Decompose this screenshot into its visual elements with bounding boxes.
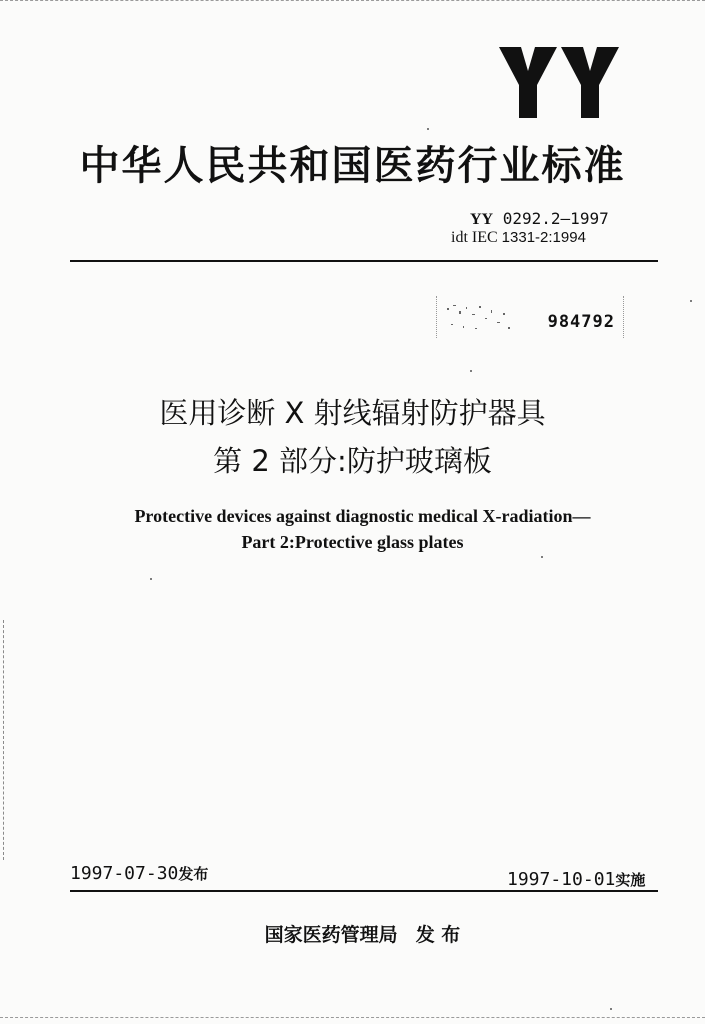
scan-speck	[150, 578, 152, 580]
document-title-cn-line1: 医用诊断 X 射线辐射防护器具	[159, 396, 546, 430]
scan-speck	[690, 300, 692, 302]
idt-ref-number: 1331-2:1994	[501, 229, 586, 246]
standard-number-prefix: YY	[470, 211, 494, 228]
standard-number-value: 0292.2—1997	[502, 209, 609, 228]
document-title-cn-line2: 第 2 部分:防护玻璃板	[213, 444, 492, 478]
document-title-en-line2: Part 2:Protective glass plates	[241, 532, 464, 552]
issuer	[0, 922, 705, 948]
footer-rule	[70, 890, 658, 892]
idt-reference	[451, 229, 586, 247]
stamp-noise	[445, 302, 515, 332]
standard-title: 中华人民共和国医药行业标准	[79, 143, 626, 189]
scan-edge-bottom	[0, 1017, 705, 1019]
scan-speck	[610, 1008, 612, 1010]
scan-speck	[470, 370, 472, 372]
yy-logo	[497, 45, 622, 120]
impl-date-value: 1997-10-01	[507, 869, 616, 890]
stamp-number: 984792	[547, 312, 615, 332]
issuer-action: 发 布	[415, 924, 461, 946]
idt-prefix: idt IEC	[451, 229, 498, 246]
issue-date-value: 1997-07-30	[70, 863, 179, 884]
library-stamp	[436, 296, 624, 338]
issuer-name: 国家医药管理局	[264, 924, 398, 946]
issue-date	[70, 862, 208, 886]
scan-speck	[541, 556, 543, 558]
header-rule	[70, 260, 658, 262]
impl-date-label: 实施	[615, 871, 646, 889]
standard-number	[470, 210, 609, 229]
document-title-en-line1: Protective devices against diagnostic medical X-radiation—	[134, 506, 591, 526]
implementation-date	[507, 868, 645, 892]
scan-edge-top	[0, 0, 705, 4]
scan-speck	[427, 128, 429, 130]
issue-date-label: 发布	[178, 865, 209, 883]
scan-edge-left	[3, 620, 5, 860]
